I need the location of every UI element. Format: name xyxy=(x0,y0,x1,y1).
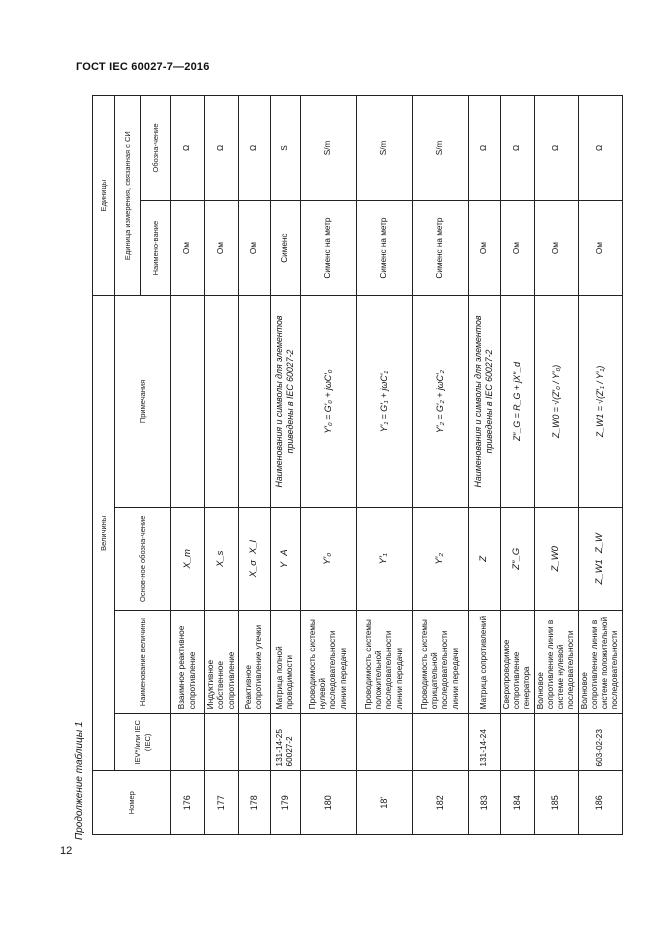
table-row xyxy=(270,96,300,835)
row-main-symbol: Y′₁ xyxy=(356,507,412,610)
row-number: 179 xyxy=(270,771,300,835)
row-unit-name: Сименс на метр xyxy=(412,200,468,295)
header-number: Номер xyxy=(93,771,171,835)
row-unit-name: Сименс на метр xyxy=(300,200,356,295)
row-number: 176 xyxy=(171,771,205,835)
table-row xyxy=(171,96,205,835)
row-main-symbol: X_m xyxy=(171,507,205,610)
row-remarks xyxy=(238,296,270,507)
row-remarks: Y′₁ = G′₁ + jωC′₁ xyxy=(356,296,412,507)
row-quantity-name: Матрица полной проводимости xyxy=(270,610,300,713)
row-iev xyxy=(238,714,270,771)
row-iev: 603-02-23 xyxy=(578,714,622,771)
row-unit-symbol: S xyxy=(270,96,300,201)
table-row xyxy=(300,96,356,835)
row-iev xyxy=(205,714,239,771)
table-row xyxy=(468,96,500,835)
table-row xyxy=(500,96,534,835)
row-number: 178 xyxy=(238,771,270,835)
table-row xyxy=(578,96,622,835)
row-main-symbol: Z xyxy=(468,507,500,610)
header-si-unit: Единица измерения, связанная с СИ xyxy=(115,96,141,296)
row-remarks: Y′₀ = G′₀ + jωC′₀ xyxy=(300,296,356,507)
row-quantity-name: Проводимость системы положительной последовательности линии передачи xyxy=(356,610,412,713)
row-unit-name: Ом xyxy=(534,200,578,295)
row-number: 18' xyxy=(356,771,412,835)
row-remarks: Наименования и символы для элементов приведены в IEC 60027-2 xyxy=(468,296,500,507)
table-row xyxy=(534,96,578,835)
row-iev xyxy=(356,714,412,771)
row-iev xyxy=(171,714,205,771)
header-units: Единицы xyxy=(93,96,115,296)
row-unit-name: Сименс xyxy=(270,200,300,295)
row-remarks: Z″_G = R_G + jX″_d xyxy=(500,296,534,507)
header-unit-symbol: Обозна-чение xyxy=(141,96,171,201)
row-unit-name: Ом xyxy=(171,200,205,295)
row-quantity-name: Матрица сопротивлений xyxy=(468,610,500,713)
quantities-table xyxy=(92,95,623,835)
row-unit-symbol: Ω xyxy=(468,96,500,201)
row-quantity-name: Волновое сопротивление линии в системе нулевой последовательности xyxy=(534,610,578,713)
row-number: 182 xyxy=(412,771,468,835)
row-number: 185 xyxy=(534,771,578,835)
row-unit-symbol: S/m xyxy=(412,96,468,201)
row-main-symbol: Z″_G xyxy=(500,507,534,610)
row-unit-symbol: S/m xyxy=(356,96,412,201)
header-unit-name: Наимено-вание xyxy=(141,200,171,295)
row-main-symbol xyxy=(578,507,622,610)
row-number: 180 xyxy=(300,771,356,835)
row-unit-symbol: S/m xyxy=(300,96,356,201)
row-number: 184 xyxy=(500,771,534,835)
row-main-symbol: Y′₂ xyxy=(412,507,468,610)
row-main-symbol xyxy=(238,507,270,610)
row-unit-name: Ом xyxy=(578,200,622,295)
row-unit-symbol: Ω xyxy=(205,96,239,201)
row-remarks xyxy=(171,296,205,507)
row-remarks: Z_W0 = √(Z′₀ / Y′₀) xyxy=(534,296,578,507)
row-quantity-name: Сверхпроводимое сопротивление генератора xyxy=(500,610,534,713)
row-remarks xyxy=(205,296,239,507)
row-number: 186 xyxy=(578,771,622,835)
table-row xyxy=(412,96,468,835)
row-main-symbol: Z_W0 xyxy=(534,507,578,610)
row-iev xyxy=(534,714,578,771)
header-iev: IEV*/или IEC (IEC) xyxy=(115,714,171,771)
row-unit-symbol: Ω xyxy=(578,96,622,201)
table-caption: Продолжение таблицы 1 xyxy=(74,721,85,840)
row-alt-symbol: Z_W xyxy=(594,533,606,554)
header-quantities: Величины xyxy=(93,296,115,771)
row-main-symbol-value: Z_W1 xyxy=(594,559,606,585)
row-quantity-name: Индуктивное собственное сопротивление xyxy=(205,610,239,713)
row-iev xyxy=(412,714,468,771)
row-remarks: Наименования и символы для элементов приведены в IEC 60027-2 xyxy=(270,296,300,507)
row-unit-symbol: Ω xyxy=(171,96,205,201)
row-main-symbol: Y′₀ xyxy=(300,507,356,610)
row-iev xyxy=(500,714,534,771)
row-number: 177 xyxy=(205,771,239,835)
row-unit-symbol: Ω xyxy=(500,96,534,201)
rotated-table-container xyxy=(92,95,620,835)
row-alt-symbol: X_l xyxy=(248,540,260,554)
row-unit-name: Ом xyxy=(238,200,270,295)
row-unit-symbol: Ω xyxy=(238,96,270,201)
page-number: 12 xyxy=(60,845,73,857)
header-main-symbol: Основ-ное обозна-чение xyxy=(115,507,171,610)
header-quantity-name: Наименование величины xyxy=(115,610,171,713)
row-main-symbol-value: X_σ xyxy=(248,559,260,578)
row-iev xyxy=(300,714,356,771)
row-main-symbol-value: Y xyxy=(279,561,291,569)
row-number: 183 xyxy=(468,771,500,835)
row-alt-symbol: A xyxy=(279,549,291,556)
row-quantity-name: Проводимость системы нулевой последовательности линии передачи xyxy=(300,610,356,713)
row-remarks: Z_W1 = √(Z′₁ / Y′₁) xyxy=(578,296,622,507)
row-remarks: Y′₂ = G′₂ + jωC′₂ xyxy=(412,296,468,507)
row-unit-name: Сименс на метр xyxy=(356,200,412,295)
table-row xyxy=(356,96,412,835)
row-quantity-name: Волновое сопротивление линии в системе положительной последовательности xyxy=(578,610,622,713)
header-remarks: Примечания xyxy=(115,296,171,507)
row-unit-symbol: Ω xyxy=(534,96,578,201)
row-main-symbol xyxy=(270,507,300,610)
document-header: ГОСТ IEC 60027-7—2016 xyxy=(76,61,210,73)
row-unit-name: Ом xyxy=(205,200,239,295)
table-row xyxy=(238,96,270,835)
row-quantity-name: Взаимное реактивное сопротивление xyxy=(171,610,205,713)
row-unit-name: Ом xyxy=(468,200,500,295)
row-iev: 131-14-24 xyxy=(468,714,500,771)
row-iev: 131-14-25 60027-2 xyxy=(270,714,300,771)
row-quantity-name: Реактивное сопротивление утечки xyxy=(238,610,270,713)
row-main-symbol: X_s xyxy=(205,507,239,610)
table-row xyxy=(205,96,239,835)
row-quantity-name: Проводимость системы отрицательной последовательности линии передачи xyxy=(412,610,468,713)
row-unit-name: Ом xyxy=(500,200,534,295)
